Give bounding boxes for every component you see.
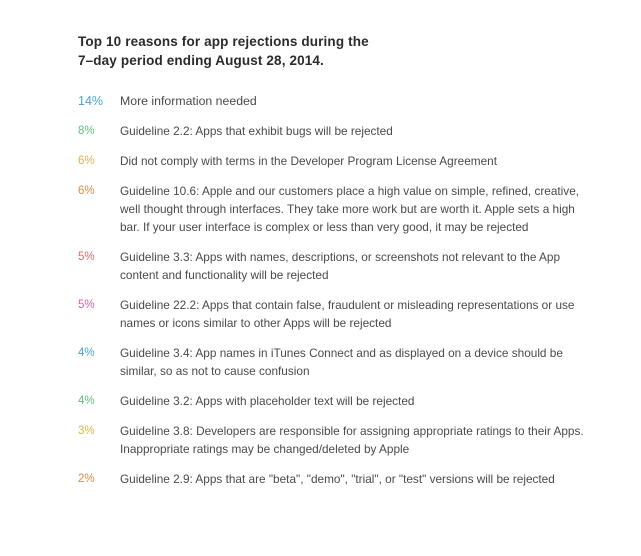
reason-text: Guideline 3.3: Apps with names, descriptions, or screenshots not relevant to the App content and functionality will be rejected — [120, 250, 561, 282]
percentage-value: 3% — [78, 425, 95, 437]
list-item — [78, 248, 589, 284]
percentage-value: 4% — [78, 395, 95, 407]
percentage-value: 4% — [78, 347, 95, 359]
percentage-value: 2% — [78, 473, 95, 485]
list-item — [78, 344, 589, 380]
percentage-value: 14% — [78, 94, 104, 108]
reason-text: Guideline 3.2: Apps with placeholder text will be rejected — [120, 394, 415, 408]
list-item — [78, 392, 589, 410]
reason-text: More information needed — [120, 94, 257, 108]
percentage-value: 5% — [78, 299, 95, 311]
list-item — [78, 182, 589, 236]
reason-text: Guideline 2.9: Apps that are "beta", "demo", "trial", or "test" versions will be rejected — [120, 472, 555, 486]
page-title-line-2: 7–day period ending August 28, 2014. — [78, 53, 324, 68]
rejection-reason-list — [78, 92, 589, 488]
percentage-value: 8% — [78, 125, 95, 137]
reason-text: Guideline 10.6: Apple and our customers place a high value on simple, refined, creative, well thought through interfaces. They take more work but are worth it. Apple sets a high bar. If your user interface is complex or less than very good, it may be rejected — [120, 184, 580, 234]
list-item — [78, 122, 589, 140]
page-title-line-1: Top 10 reasons for app rejections during the — [78, 34, 369, 49]
reason-text: Guideline 3.8: Developers are responsible for assigning appropriate ratings to their Apps. Inappropriate ratings may be changed/deleted by Apple — [120, 424, 584, 456]
reason-text: Did not comply with terms in the Developer Program License Agreement — [120, 154, 498, 168]
page-title — [78, 32, 589, 70]
list-item — [78, 152, 589, 170]
list-item — [78, 470, 589, 488]
list-item — [78, 92, 589, 110]
percentage-value: 5% — [78, 251, 95, 263]
reason-text: Guideline 3.4: App names in iTunes Connect and as displayed on a device should be similar, so as not to cause confusion — [120, 346, 563, 378]
list-item — [78, 296, 589, 332]
reason-text: Guideline 22.2: Apps that contain false, fraudulent or misleading representations or use names or icons similar to other Apps will be rejected — [120, 298, 575, 330]
percentage-value: 6% — [78, 185, 95, 197]
percentage-value: 6% — [78, 155, 95, 167]
reason-text: Guideline 2.2: Apps that exhibit bugs will be rejected — [120, 124, 393, 138]
list-item — [78, 422, 589, 458]
